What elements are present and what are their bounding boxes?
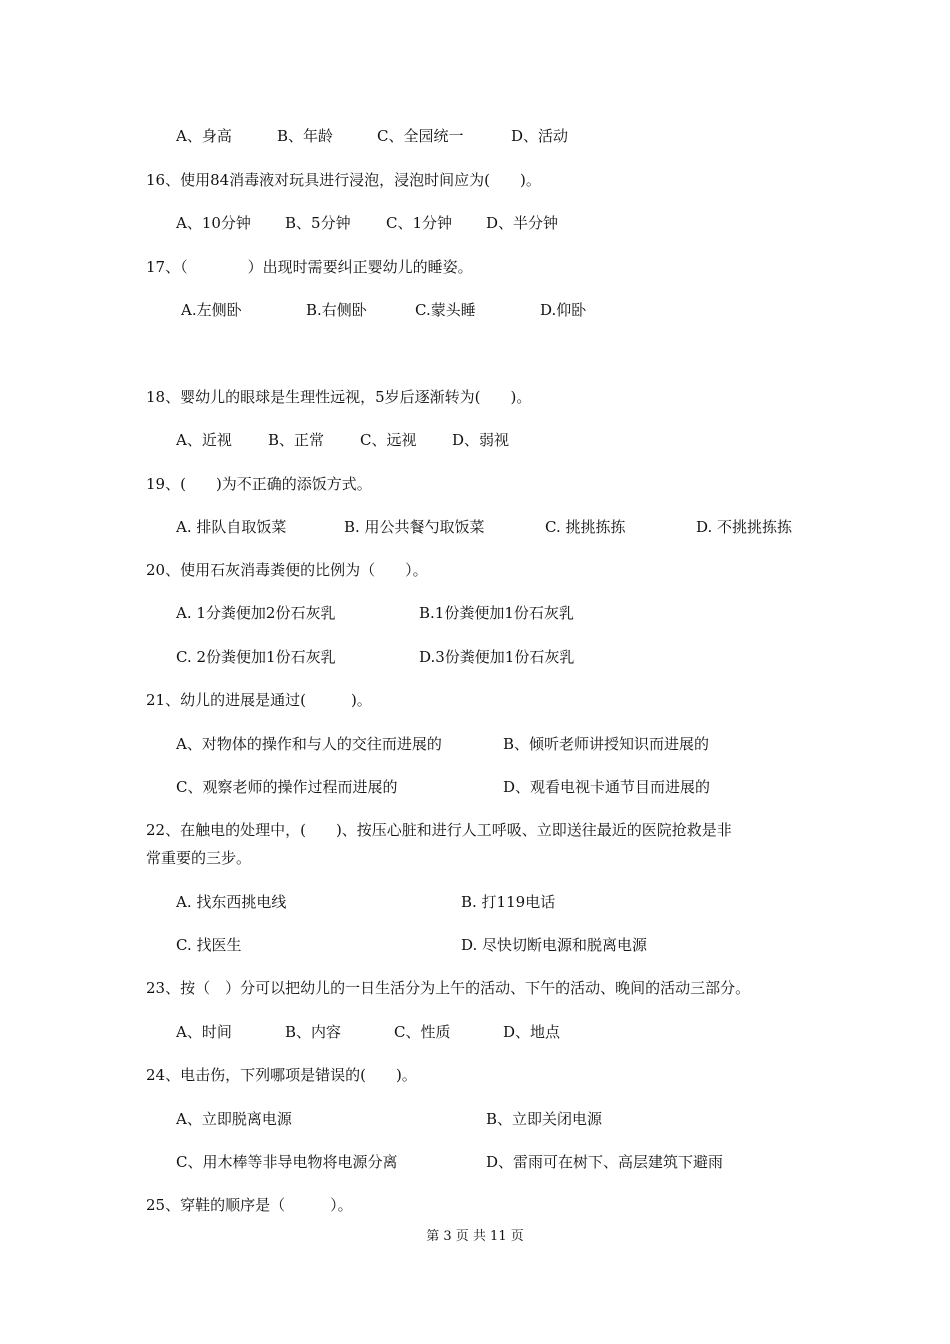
option: A.左侧卧 [181,301,242,319]
option: B. 打119电话 [461,893,556,911]
option: B、5分钟 [285,214,351,232]
option: C、性质 [394,1023,451,1041]
option: D.仰卧 [540,301,587,319]
option: C、1分钟 [386,214,453,232]
option: D. 不挑挑拣拣 [696,518,793,536]
question-22-continued: 常重要的三步。 [146,849,252,867]
page-number: 第 3 页 共 11 页 [426,1229,524,1244]
option: A. 1分粪便加2份石灰乳 [176,604,336,622]
option: C、观察老师的操作过程而进展的 [176,778,398,796]
option: A、身高 [176,127,232,145]
question-18: 18、婴幼儿的眼球是生理性远视，5岁后逐渐转为( )。 [146,388,532,406]
option: B.右侧卧 [306,301,367,319]
option: B、倾听老师讲授知识而进展的 [503,735,710,753]
option: A、10分钟 [176,214,251,232]
question-20: 20、使用石灰消毒粪便的比例为（ ）。 [146,561,428,579]
question-25: 25、穿鞋的顺序是（ ）。 [146,1196,353,1214]
option: D、半分钟 [486,214,559,232]
option: D. 尽快切断电源和脱离电源 [461,936,648,954]
option: C. 2份粪便加1份石灰乳 [176,648,336,666]
question-23: 23、按（ ）分可以把幼儿的一日生活分为上午的活动、下午的活动、晚间的活动三部分。 [146,979,751,997]
option: C、用木棒等非导电物将电源分离 [176,1153,398,1171]
option: A、近视 [176,431,232,449]
option: B、立即关闭电源 [486,1110,603,1128]
option: B、正常 [268,431,325,449]
question-22: 22、在触电的处理中，( )、按压心脏和进行人工呼吸、立即送往最近的医院抢救是非 [146,821,732,839]
option: C、全园统一 [377,127,464,145]
option: B.1份粪便加1份石灰乳 [419,604,574,622]
option: C. 挑挑拣拣 [545,518,626,536]
question-16: 16、使用84消毒液对玩具进行浸泡，浸泡时间应为( )。 [146,171,541,189]
option: A. 排队自取饭菜 [176,518,287,536]
option: D.3份粪便加1份石灰乳 [419,648,575,666]
option: C.蒙头睡 [415,301,476,319]
option: D、雷雨可在树下、高层建筑下避雨 [486,1153,724,1171]
option: C. 找医生 [176,936,242,954]
option: A、立即脱离电源 [176,1110,292,1128]
option: B. 用公共餐勺取饭菜 [344,518,485,536]
question-19: 19、( )为不正确的添饭方式。 [146,475,372,493]
option: D、活动 [511,127,569,145]
option: D、弱视 [452,431,510,449]
option: A、时间 [176,1023,232,1041]
option: D、地点 [503,1023,561,1041]
option: A、对物体的操作和与人的交往而进展的 [176,735,442,753]
option: D、观看电视卡通节目而进展的 [503,778,711,796]
option: C、远视 [360,431,417,449]
option: B、年龄 [277,127,334,145]
question-17: 17、（ ）出现时需要纠正婴幼儿的睡姿。 [146,258,473,276]
option: A. 找东西挑电线 [176,893,287,911]
question-21: 21、幼儿的进展是通过( )。 [146,691,372,709]
question-24: 24、电击伤，下列哪项是错误的( )。 [146,1066,417,1084]
option: B、内容 [285,1023,342,1041]
